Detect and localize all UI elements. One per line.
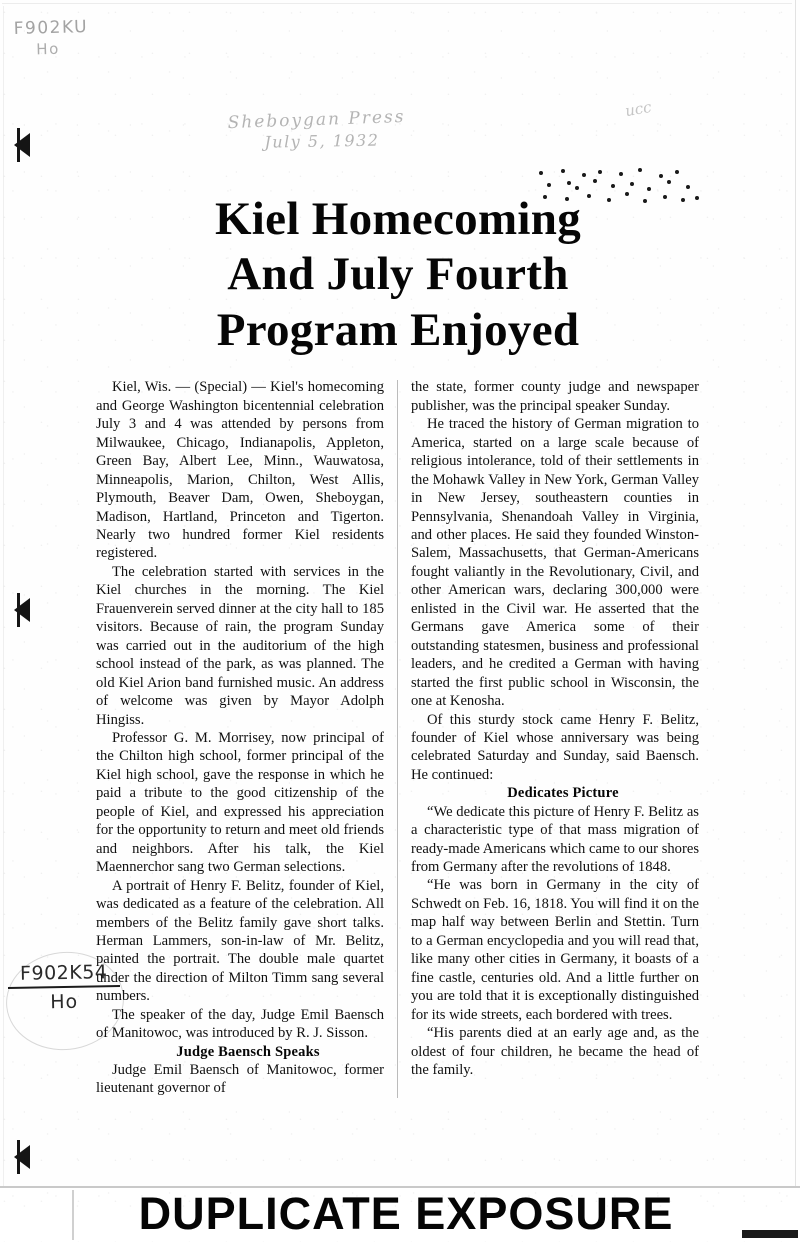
section-subhead: Judge Baensch Speaks bbox=[176, 1043, 320, 1060]
paragraph: The speaker of the day, Judge Emil Baensch of Manitowoc, was introduced by R. J. Sisson. bbox=[96, 1006, 384, 1042]
scan-edge-right bbox=[795, 0, 796, 1190]
scan-edge-top bbox=[2, 3, 792, 4]
call-number-top bbox=[13, 17, 88, 59]
source-publication: Sheboygan Press bbox=[227, 106, 406, 134]
section-subhead: Dedicates Picture bbox=[507, 785, 619, 802]
source-attribution-handwriting bbox=[227, 107, 406, 154]
paragraph: Of this sturdy stock came Henry F. Belitz, founder of Kiel whose anniversary was being celebrated Saturday and Sunday, said Baensch. He continued: bbox=[411, 711, 699, 783]
call-number-oval-sub: Ho bbox=[50, 990, 79, 1014]
corner-scribble: ucc bbox=[623, 97, 653, 121]
call-number-top-main: F902KU bbox=[13, 17, 89, 39]
registration-arrow-icon bbox=[14, 1145, 30, 1169]
source-date: July 5, 1932 bbox=[264, 130, 380, 152]
registration-arrow-icon bbox=[14, 598, 30, 622]
paragraph: “We dedicate this picture of Henry F. Belitz as a characteristic type of that mass migration of ready-made Americans which came to our shores from Germany after the revolutions of 1848. bbox=[411, 803, 699, 876]
paragraph-continuation: the state, former county judge and newspaper publisher, was the principal speaker Sunday. bbox=[411, 379, 699, 414]
headline-line-2: And July Fourth bbox=[227, 248, 569, 301]
duplicate-band-left-rule bbox=[72, 1190, 74, 1240]
paragraph: Professor G. M. Morrisey, now principal of the Chilton high school, former principal of the Kiel high school, gave the response in which he paid a tribute to the good citizenship of the people of Kiel, and expressed his appreciation for the opportunity to return and meet old friends and neighbors. After his talk, the Kiel Maennerchor sang two German selections. bbox=[96, 729, 384, 876]
headline-line-3: Program Enjoyed bbox=[216, 303, 580, 356]
paragraph: “He was born in Germany in the city of Schwedt on Feb. 16, 1818. You will find it on the map half way between Berlin and Stettin. Turn to a German encyclopedia and you will read that, like many other cities in Germany, it boasts of a fine castle, centuries old. And a little further on you are told that it is exceptionally distinguished for its wide streets, each bordered with trees. bbox=[411, 877, 699, 1023]
article-column-left bbox=[96, 378, 397, 1098]
call-number-oval-main: F902K54 bbox=[8, 961, 120, 989]
registration-arrow-icon bbox=[14, 133, 30, 157]
call-number-top-sub: Ho bbox=[36, 39, 60, 59]
duplicate-band-corner-block bbox=[742, 1230, 798, 1238]
headline-line-1: Kiel Homecoming bbox=[214, 193, 582, 245]
paragraph: He traced the history of German migration to America, started on a large scale because of religious intolerance, told of their settlements in the Mohawk Valley in New York, German Valley in New Jersey, southeastern counties in Pennsylvania, Shenandoah Valley in Virginia, and other places. He said they founded Winston-Salem, Massachusetts, that German-Americans fought valiantly in the Revolutionary, Civil, and other American wars, declaring 300,000 were enlisted in the Civil war. He asserted that the Germans gave America some of their outstanding statesmen, business and professional leaders, and he credited a German with having started the first public school in Wisconsin, the one at Kenosha. bbox=[411, 416, 699, 710]
article-headline bbox=[96, 192, 700, 358]
article-column-right bbox=[398, 378, 699, 1079]
paragraph: Judge Emil Baensch of Manitowoc, former lieutenant governor of bbox=[96, 1062, 384, 1097]
paragraph: The celebration started with services in the Kiel churches in the morning. The Kiel Frauenverein served dinner at the city hall to 185 visitors. Because of rain, the program Sunday was carried out in the auditorium of the high school instead of the park, as was planned. The old Kiel Arion band furnished music. An address of welcome was given by Mayor Adolph Hingiss. bbox=[96, 563, 384, 728]
scan-edge-left bbox=[3, 6, 4, 1186]
newspaper-clipping bbox=[96, 192, 700, 1098]
article-columns bbox=[96, 378, 700, 1098]
paragraph: A portrait of Henry F. Belitz, founder of Kiel, was dedicated as a feature of the celebration. All members of the Belitz family gave short talks. Herman Lammers, son-in-law of Mr. Belitz, painted the portrait. The double male quartet under the direction of Milton Timm sang several numbers. bbox=[96, 877, 384, 1005]
paragraph: Kiel, Wis. — (Special) — Kiel's homecoming and George Washington bicentennial celebration July 3 and 4 was attended by persons from Milwaukee, Chicago, Indianapolis, Appleton, Green Bay, Albert Lee, Minn., Wauwatosa, Minneapolis, Marion, Chilton, West Allis, Plymouth, Beaver Dam, Owen, Sheboygan, Madison, Hartland, Princeton and Tigerton. Nearly two hundred former Kiel residents registered. bbox=[96, 379, 384, 562]
paragraph: “His parents died at an early age and, as the oldest of four children, he became the head of the family. bbox=[411, 1025, 699, 1078]
duplicate-exposure-label: DUPLICATE EXPOSURE bbox=[138, 1188, 674, 1239]
